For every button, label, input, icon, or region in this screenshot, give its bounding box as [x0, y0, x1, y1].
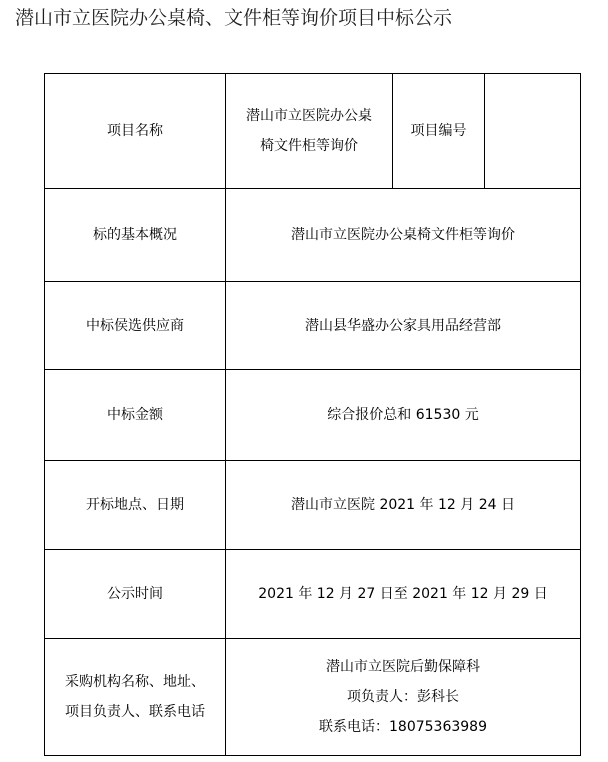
table-row-project-name	[45, 74, 581, 189]
overview-value: 潜山市立医院办公桌椅文件柜等询价	[226, 189, 581, 282]
notice-period-label: 公示时间	[45, 550, 226, 639]
project-number-label: 项目编号	[393, 74, 485, 189]
supplier-value: 潜山县华盛办公家具用品经营部	[226, 282, 581, 370]
supplier-label: 中标侯选供应商	[45, 282, 226, 370]
project-name-value-line1: 潜山市立医院办公桌	[246, 108, 372, 124]
amount-value: 综合报价总和 61530 元	[226, 370, 581, 461]
table-row-amount	[45, 370, 581, 461]
project-name-value-line2: 椅文件柜等询价	[260, 138, 358, 154]
purchaser-label-line1: 采购机构名称、地址、	[65, 674, 205, 690]
page-title: 潜山市立医院办公桌椅、文件柜等询价项目中标公示	[15, 7, 453, 29]
opening-label: 开标地点、日期	[45, 461, 226, 550]
project-name-value	[226, 74, 393, 189]
amount-label: 中标金额	[45, 370, 226, 461]
opening-value: 潜山市立医院 2021 年 12 月 24 日	[226, 461, 581, 550]
purchaser-contact-person: 项负责人：彭科长	[347, 689, 459, 705]
purchaser-label-line2: 项目负责人、联系电话	[65, 704, 205, 720]
notice-period-value: 2021 年 12 月 27 日至 2021 年 12 月 29 日	[226, 550, 581, 639]
table-row-overview	[45, 189, 581, 282]
project-name-label: 项目名称	[45, 74, 226, 189]
table-row-notice-period	[45, 550, 581, 639]
table-row-supplier	[45, 282, 581, 370]
overview-label: 标的基本概况	[45, 189, 226, 282]
table-row-purchaser	[45, 639, 581, 756]
project-number-value	[485, 74, 581, 189]
purchaser-department: 潜山市立医院后勤保障科	[326, 659, 480, 675]
purchaser-label	[45, 639, 226, 756]
purchaser-value	[226, 639, 581, 756]
notice-table	[44, 73, 581, 756]
purchaser-phone: 联系电话：18075363989	[319, 719, 487, 735]
table-row-opening	[45, 461, 581, 550]
